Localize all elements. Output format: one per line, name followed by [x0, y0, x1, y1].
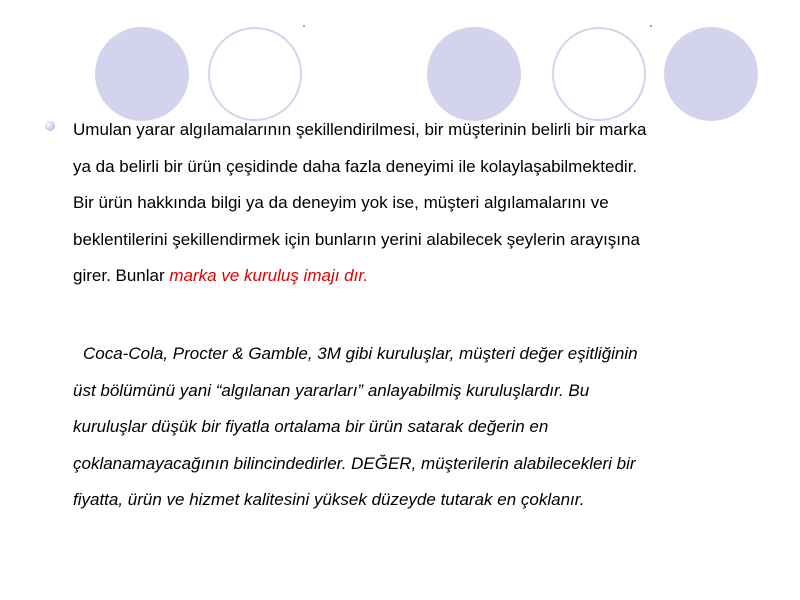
decor-circle-2: [208, 27, 302, 121]
round-bullet-icon: [45, 121, 55, 131]
decor-circle-3: [427, 27, 521, 121]
paragraph-2-line: kuruluşlar düşük bir fiyatla ortalama bir ürün satarak değerin en: [73, 417, 549, 437]
decor-circle-4: [552, 27, 646, 121]
paragraph-1: [73, 112, 753, 295]
paragraph-2-line: Coca-Cola, Procter & Gamble, 3M gibi kuruluşlar, müşteri değer eşitliğinin: [83, 344, 638, 363]
paragraph-1-line: Umulan yarar algılamalarının şekillendirilmesi, bir müşterinin belirli bir marka: [73, 120, 647, 139]
paragraph-1-line: Bir ürün hakkında bilgi ya da deneyim yok ise, müşteri algılamalarını ve: [73, 193, 609, 213]
paragraph-2-line: üst bölümünü yani “algılanan yararları” anlayabilmiş kuruluşlardır. Bu: [73, 380, 590, 400]
paragraph-2: [73, 336, 753, 519]
paragraph-2-line: fiyatta, ürün ve hizmet kalitesini yüksek düzeyde tutarak en çoklanır.: [73, 490, 585, 510]
paragraph-1-last-line-prefix: girer. Bunlar: [73, 266, 170, 286]
paragraph-1-line: beklentilerini şekillendirmek için bunların yerini alabilecek şeylerin arayışına: [73, 229, 640, 249]
paragraph-1-last-line: [73, 258, 753, 295]
decor-dot-1: [303, 25, 305, 27]
paragraph-1-line: ya da belirli bir ürün çeşidinde daha fazla deneyimi ile kolaylaşabilmektedir.: [73, 156, 638, 176]
decor-dot-2: [650, 25, 652, 27]
paragraph-2-line: çoklanamayacağının bilincindedirler. DEĞER, müşterilerin alabilecekleri bir: [73, 453, 636, 473]
highlight-text: marka ve kuruluş imajı dır.: [169, 266, 369, 286]
decor-circle-1: [95, 27, 189, 121]
decor-circle-5: [664, 27, 758, 121]
